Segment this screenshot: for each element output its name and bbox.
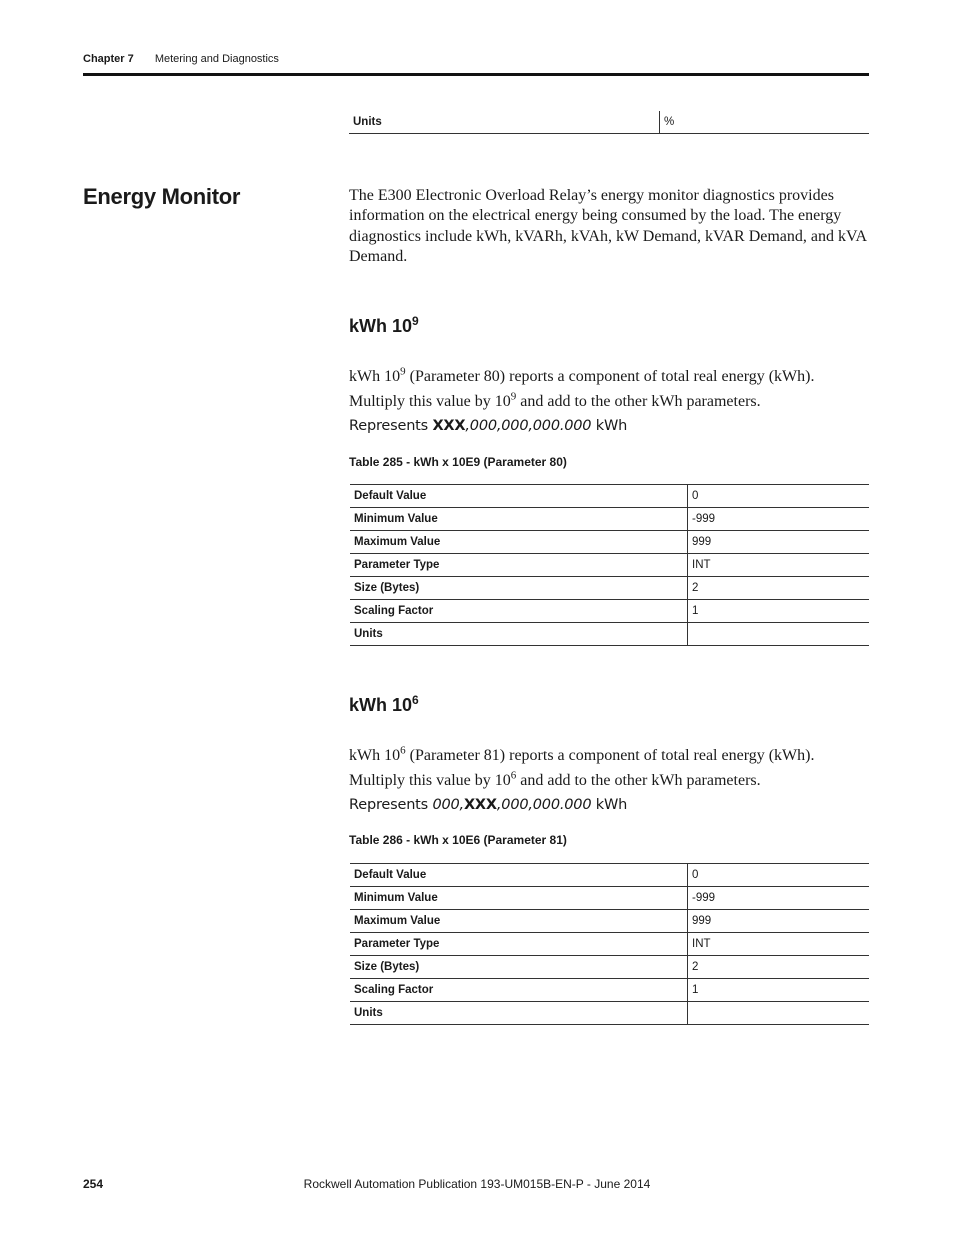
row-label: Scaling Factor bbox=[350, 979, 688, 1002]
subsection-title-exponent: 6 bbox=[412, 693, 419, 707]
row-label: Units bbox=[350, 623, 688, 646]
desc-part: and add to the other kWh parameters. bbox=[516, 772, 761, 789]
represents-unit: kWh bbox=[591, 418, 628, 434]
represents-highlight: XXX bbox=[432, 418, 466, 434]
row-label: Maximum Value bbox=[350, 531, 688, 554]
subsection-description bbox=[349, 743, 871, 793]
parameter-table-81 bbox=[350, 863, 869, 1025]
subsection-title-base: kWh 10 bbox=[349, 695, 413, 715]
page-number: 254 bbox=[83, 1177, 104, 1191]
table-row bbox=[350, 485, 869, 508]
row-value: 0 bbox=[692, 490, 699, 502]
desc-exponent: 9 bbox=[400, 365, 406, 378]
represents-digits: ,000,000,000.000 bbox=[465, 418, 592, 434]
table-row bbox=[350, 1002, 869, 1025]
desc-part: kWh 10 bbox=[349, 368, 401, 385]
row-label: Units bbox=[350, 1002, 688, 1025]
table-row bbox=[350, 531, 869, 554]
table-row bbox=[350, 910, 869, 933]
row-label: Minimum Value bbox=[350, 887, 688, 910]
desc-part: and add to the other kWh parameters. bbox=[516, 393, 761, 410]
row-value: 0 bbox=[692, 869, 699, 881]
represents-unit: kWh bbox=[591, 797, 628, 813]
desc-exponent: 9 bbox=[510, 390, 517, 403]
row-value: 2 bbox=[692, 961, 699, 973]
table-row bbox=[350, 979, 869, 1002]
table-row bbox=[350, 864, 869, 887]
table-row bbox=[350, 508, 869, 531]
table-caption: Table 285 - kWh x 10E9 (Parameter 80) bbox=[349, 455, 567, 469]
desc-exponent: 6 bbox=[510, 769, 517, 782]
row-value bbox=[688, 1002, 870, 1025]
row-value: -999 bbox=[692, 513, 716, 525]
row-value: 2 bbox=[692, 582, 699, 594]
header-rule bbox=[83, 73, 869, 76]
section-title: Energy Monitor bbox=[83, 184, 241, 209]
chapter-label: Chapter 7 bbox=[83, 53, 134, 65]
desc-part: kWh 10 bbox=[349, 747, 401, 764]
row-value: 1 bbox=[692, 605, 699, 617]
represents-digits: 000, bbox=[432, 797, 464, 813]
chapter-title: Metering and Diagnostics bbox=[154, 53, 279, 65]
subsection-title-kwh-10e9 bbox=[349, 314, 419, 337]
subsection-title-exponent: 9 bbox=[412, 314, 419, 328]
desc-part: (Parameter 81) reports a component of total real energy (kWh). Multiply this value by 10 bbox=[349, 747, 815, 789]
represents-line bbox=[349, 418, 627, 434]
row-label: Scaling Factor bbox=[350, 600, 688, 623]
row-value: 999 bbox=[692, 536, 712, 548]
represents-digits: ,000,000.000 bbox=[496, 797, 592, 813]
subsection-title-kwh-10e6 bbox=[349, 693, 419, 716]
row-label: Default Value bbox=[350, 864, 688, 887]
row-value: -999 bbox=[692, 892, 716, 904]
footer-publication: Rockwell Automation Publication 193-UM015B-EN-P - June 2014 bbox=[303, 1177, 651, 1191]
units-table bbox=[349, 111, 869, 134]
table-row bbox=[350, 887, 869, 910]
row-label: Size (Bytes) bbox=[350, 956, 688, 979]
desc-exponent: 6 bbox=[400, 744, 406, 757]
table-cell-label: Units bbox=[349, 111, 660, 134]
parameter-table-80 bbox=[350, 484, 869, 646]
row-value: INT bbox=[692, 938, 711, 950]
table-cell-value: % bbox=[664, 116, 675, 128]
subsection-description bbox=[349, 364, 871, 414]
represents-prefix: Represents bbox=[349, 418, 433, 434]
running-header bbox=[83, 53, 279, 65]
row-label: Minimum Value bbox=[350, 508, 688, 531]
table-row bbox=[349, 111, 869, 134]
row-label: Maximum Value bbox=[350, 910, 688, 933]
row-label: Default Value bbox=[350, 485, 688, 508]
table-row bbox=[350, 623, 869, 646]
row-label: Parameter Type bbox=[350, 554, 688, 577]
table-caption: Table 286 - kWh x 10E6 (Parameter 81) bbox=[349, 833, 567, 847]
represents-prefix: Represents bbox=[349, 797, 433, 813]
table-row bbox=[350, 933, 869, 956]
row-value bbox=[688, 623, 870, 646]
row-value: 1 bbox=[692, 984, 699, 996]
row-label: Parameter Type bbox=[350, 933, 688, 956]
row-label: Size (Bytes) bbox=[350, 577, 688, 600]
section-intro: The E300 Electronic Overload Relay’s energy monitor diagnostics provides information on the electrical energy being consumed by the load. The energy diagnostics include kWh, kVARh, kVAh, kW Demand, kVAR Demand, and kVA Demand. bbox=[349, 187, 867, 265]
table-row bbox=[350, 600, 869, 623]
represents-highlight: XXX bbox=[463, 797, 497, 813]
row-value: INT bbox=[692, 559, 711, 571]
subsection-title-base: kWh 10 bbox=[349, 316, 413, 336]
desc-part: (Parameter 80) reports a component of total real energy (kWh). Multiply this value by 10 bbox=[349, 368, 815, 410]
row-value: 999 bbox=[692, 915, 712, 927]
table-row bbox=[350, 577, 869, 600]
table-row bbox=[350, 956, 869, 979]
represents-line bbox=[349, 797, 627, 813]
table-row bbox=[350, 554, 869, 577]
